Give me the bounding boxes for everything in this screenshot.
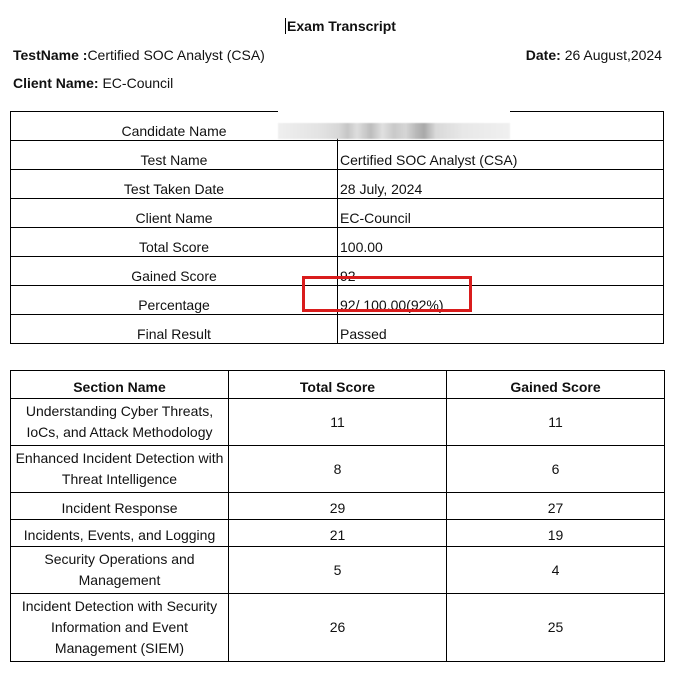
section-name-line: Information and Event — [51, 619, 188, 635]
section-name — [11, 594, 229, 662]
test-name-label: TestName : — [13, 47, 88, 63]
column-header: Gained Score — [447, 371, 665, 399]
gained-score: 19 — [447, 520, 665, 547]
total-score: 11 — [229, 399, 447, 446]
table-row — [11, 170, 664, 199]
table-row — [11, 493, 665, 520]
total-score: 21 — [229, 520, 447, 547]
total-score: 5 — [229, 547, 447, 594]
row-value: 92 — [338, 257, 664, 286]
table-row — [11, 228, 664, 257]
row-value: Certified SOC Analyst (CSA) — [338, 141, 664, 170]
row-value: Passed — [338, 315, 664, 344]
client-name-label: Client Name: — [13, 75, 99, 91]
table-row — [11, 199, 664, 228]
total-score: 29 — [229, 493, 447, 520]
text-cursor — [285, 18, 286, 34]
gained-score: 27 — [447, 493, 665, 520]
table-row — [11, 399, 665, 446]
row-value: 28 July, 2024 — [338, 170, 664, 199]
page-title — [0, 18, 681, 34]
table-row — [11, 594, 665, 662]
table-row — [11, 547, 665, 594]
section-name — [11, 520, 229, 547]
client-name-value: EC-Council — [102, 75, 174, 91]
table-row — [11, 315, 664, 344]
gained-score: 6 — [447, 446, 665, 493]
section-name — [11, 446, 229, 493]
section-name — [11, 493, 229, 520]
row-label: Final Result — [11, 315, 338, 344]
section-name — [11, 547, 229, 594]
gained-score: 11 — [447, 399, 665, 446]
redacted-candidate-name — [278, 102, 510, 136]
row-label: Test Name — [11, 141, 338, 170]
section-name-line: Management — [78, 572, 161, 588]
section-name-line: IoCs, and Attack Methodology — [26, 424, 213, 440]
section-name-line: Understanding Cyber Threats, — [25, 403, 214, 419]
section-name-line: Incident Response — [61, 500, 178, 516]
date-value: 26 August,2024 — [564, 47, 662, 63]
section-name-line: Management (SIEM) — [54, 640, 185, 656]
row-value: EC-Council — [338, 199, 664, 228]
percentage-highlight-box — [302, 276, 472, 312]
title-text: Exam Transcript — [287, 18, 396, 34]
gained-score: 4 — [447, 547, 665, 594]
section-name-line: Enhanced Incident Detection with — [15, 450, 224, 466]
section-name-line: Security Operations and — [44, 551, 195, 567]
row-label: Percentage — [11, 286, 338, 315]
column-header: Total Score — [229, 371, 447, 399]
table-row — [11, 446, 665, 493]
date-label: Date: — [525, 47, 561, 63]
row-label: Candidate Name — [11, 112, 338, 141]
row-label: Test Taken Date — [11, 170, 338, 199]
redaction-blur — [278, 123, 510, 139]
section-name — [11, 399, 229, 446]
row-value: 92/ 100.00(92%) — [338, 286, 664, 315]
section-name-line: Incidents, Events, and Logging — [23, 527, 216, 543]
client-name-line — [13, 75, 173, 91]
row-label: Gained Score — [11, 257, 338, 286]
total-score: 26 — [229, 594, 447, 662]
section-scores-table — [10, 370, 665, 662]
gained-score: 25 — [447, 594, 665, 662]
row-value: 100.00 — [338, 228, 664, 257]
row-label: Total Score — [11, 228, 338, 257]
test-name-value: Certified SOC Analyst (CSA) — [87, 47, 265, 63]
table-row — [11, 520, 665, 547]
total-score: 8 — [229, 446, 447, 493]
table-row — [11, 141, 664, 170]
date-line — [526, 47, 662, 63]
section-name-line: Threat Intelligence — [61, 471, 178, 487]
table-header-row — [11, 371, 665, 399]
column-header: Section Name — [11, 371, 229, 399]
section-name-line: Incident Detection with Security — [21, 598, 218, 614]
test-name-line — [13, 47, 265, 63]
row-label: Client Name — [11, 199, 338, 228]
